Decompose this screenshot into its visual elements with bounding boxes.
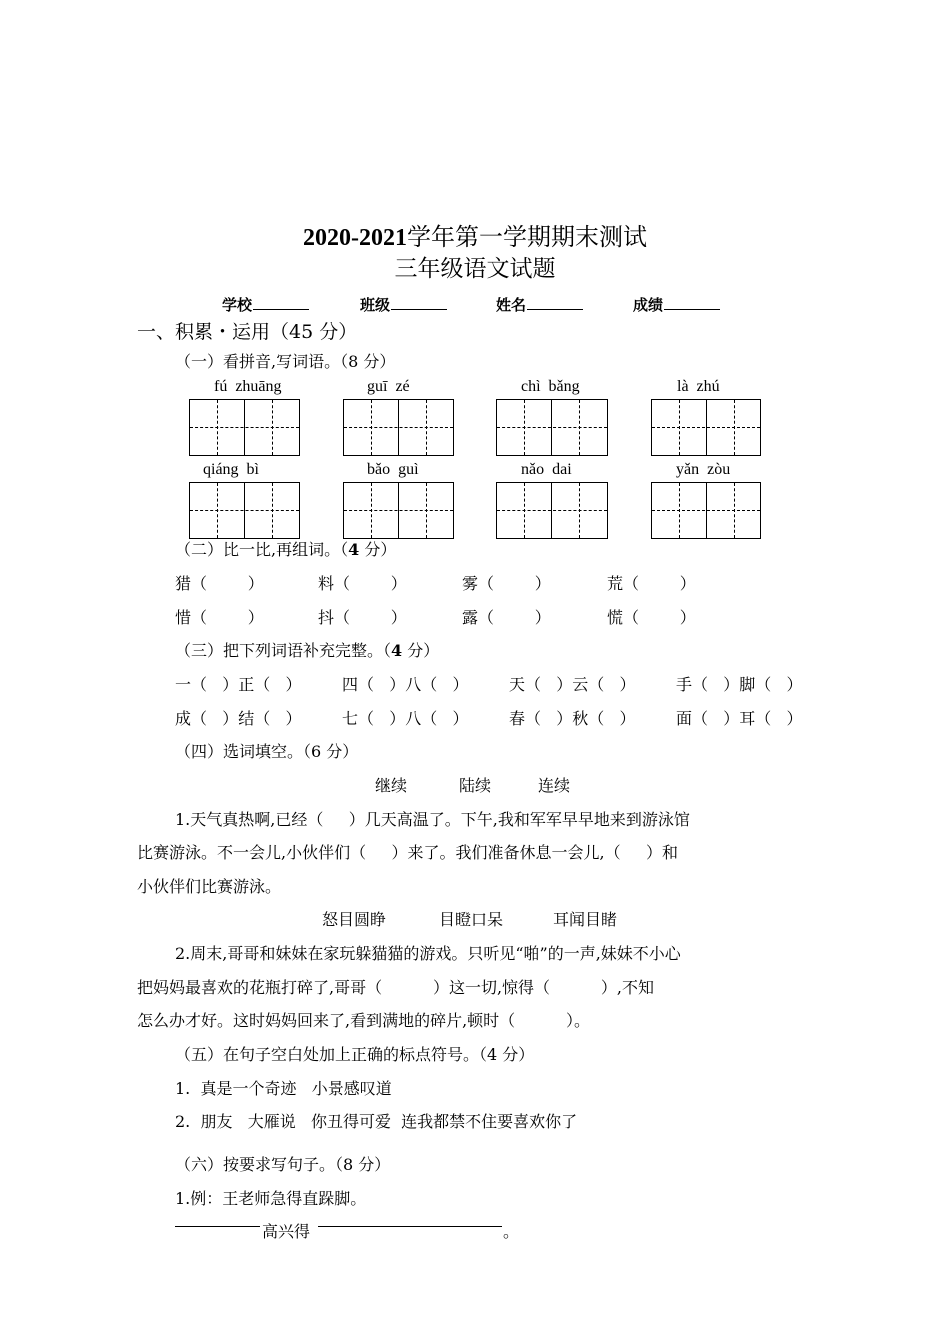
writing-grid[interactable]	[651, 482, 761, 539]
answer-blank[interactable]	[318, 1226, 502, 1227]
school-blank[interactable]	[253, 294, 309, 310]
pinyin-label: qiáng bì	[203, 461, 259, 478]
idiom-fill[interactable]: 一（ ）正（ ）	[175, 675, 302, 694]
name-label: 姓名	[496, 297, 527, 314]
compare-item[interactable]: 荒（ ）	[607, 574, 696, 593]
class-label: 班级	[360, 297, 391, 314]
question-text: 怎么办才好。这时妈妈回来了,看到满地的碎片,顿时（ ）。	[137, 1011, 591, 1030]
name-field[interactable]	[496, 294, 583, 317]
idiom-fill[interactable]: 七（ ）八（ ）	[342, 709, 469, 728]
class-blank[interactable]	[391, 294, 447, 310]
writing-grid[interactable]	[189, 482, 300, 539]
exam-subtitle: 三年级语文试题	[394, 256, 556, 282]
question-text: 高兴得	[262, 1222, 311, 1241]
idiom-fill[interactable]: 春（ ）秋（ ）	[509, 709, 636, 728]
word-choice: 继续	[375, 776, 408, 795]
idiom-fill[interactable]: 成（ ）结（ ）	[175, 709, 302, 728]
part6-title: （六）按要求写句子。（8 分）	[175, 1155, 391, 1174]
writing-grid[interactable]	[343, 482, 454, 539]
score-field[interactable]	[633, 294, 720, 317]
pinyin-label: bǎo guì	[367, 461, 419, 478]
compare-item[interactable]: 猎（ ）	[175, 574, 264, 593]
compare-item[interactable]: 惜（ ）	[175, 608, 264, 627]
compare-item[interactable]: 慌（ ）	[607, 608, 696, 627]
name-blank[interactable]	[527, 294, 583, 310]
section-heading: 一、积累・运用（45 分）	[137, 321, 358, 343]
school-label: 学校	[222, 297, 253, 314]
question-text: 1.天气真热啊,已经（ ）几天高温了。下午,我和军军早早地来到游泳馆	[175, 810, 690, 829]
class-field[interactable]	[360, 294, 447, 317]
answer-blank[interactable]	[175, 1226, 260, 1227]
pinyin-label: chì bǎng	[521, 378, 580, 395]
compare-item[interactable]: 露（ ）	[462, 608, 551, 627]
pinyin-label: yǎn zòu	[676, 461, 731, 478]
writing-grid[interactable]	[496, 399, 608, 456]
word-choice: 目瞪口呆	[439, 910, 504, 929]
question-text: 。	[503, 1222, 520, 1241]
question-text: 1. 真是一个奇迹 小景感叹道	[175, 1079, 392, 1098]
compare-item[interactable]: 料（ ）	[318, 574, 407, 593]
writing-grid[interactable]	[496, 482, 608, 539]
word-choice: 陆续	[459, 776, 492, 795]
question-text: 小伙伴们比赛游泳。	[137, 877, 282, 896]
exam-year: 2020-2021	[303, 225, 407, 251]
part3-title: （三）把下列词语补充完整。（4 分）	[175, 641, 440, 660]
part5-title: （五）在句子空白处加上正确的标点符号。（4 分）	[175, 1045, 535, 1064]
writing-grid[interactable]	[651, 399, 761, 456]
exam-title	[0, 222, 950, 253]
compare-item[interactable]: 抖（ ）	[318, 608, 407, 627]
question-text: 2. 朋友 大雁说 你丑得可爱 连我都禁不住要喜欢你了	[175, 1112, 578, 1131]
school-field[interactable]	[222, 294, 309, 317]
part1-title: （一）看拼音,写词语。（8 分）	[175, 352, 396, 371]
word-choice: 耳闻目睹	[553, 910, 618, 929]
part4-title: （四）选词填空。（6 分）	[175, 742, 359, 761]
idiom-fill[interactable]: 天（ ）云（ ）	[509, 675, 636, 694]
part2-title: （二）比一比,再组词。（4 分）	[175, 540, 397, 559]
idiom-fill[interactable]: 四（ ）八（ ）	[342, 675, 469, 694]
question-text: 2.周末,哥哥和妹妹在家玩躲猫猫的游戏。只听见“啪”的一声,妹妹不小心	[175, 944, 681, 963]
question-text: 把妈妈最喜欢的花瓶打碎了,哥哥（ ）这一切,惊得（ ）,不知	[137, 978, 654, 997]
pinyin-label: là zhú	[677, 378, 720, 395]
pinyin-label: guī zé	[367, 378, 410, 395]
word-choice: 连续	[538, 776, 571, 795]
compare-item[interactable]: 雾（ ）	[462, 574, 551, 593]
idiom-fill[interactable]: 手（ ）脚（ ）	[676, 675, 803, 694]
writing-grid[interactable]	[189, 399, 300, 456]
writing-grid[interactable]	[343, 399, 454, 456]
score-blank[interactable]	[664, 294, 720, 310]
pinyin-label: fú zhuāng	[214, 378, 282, 395]
exam-title-text: 学年第一学期期末测试	[407, 223, 647, 251]
idiom-fill[interactable]: 面（ ）耳（ ）	[676, 709, 803, 728]
question-text: 1.例：王老师急得直跺脚。	[175, 1189, 367, 1208]
score-label: 成绩	[633, 297, 664, 314]
question-text: 比赛游泳。不一会儿,小伙伴们（ ）来了。我们准备休息一会儿,（ ）和	[137, 843, 679, 862]
pinyin-label: nǎo dai	[521, 461, 572, 478]
word-choice: 怒目圆睁	[322, 910, 387, 929]
